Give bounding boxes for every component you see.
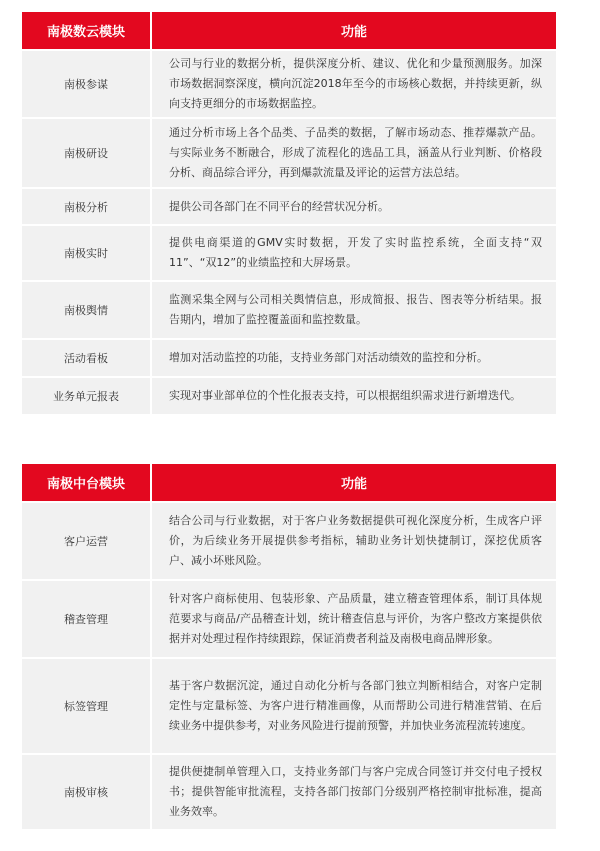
module-description: 基于客户数据沉淀，通过自动化分析与各部门独立判断相结合，对客户定制定性与定量标签、为客户进行精准画像，从而帮助公司进行精准营销、在后续业务中提供参考，对业务风险进行提前预警，并加快业务流程流转速度。: [152, 657, 556, 753]
table-row: [22, 579, 556, 657]
table-header-row: [22, 12, 556, 49]
module-description: 实现对事业部单位的个性化报表支持，可以根据组织需求进行新增迭代。: [152, 376, 556, 414]
cloud-module-table: [22, 12, 556, 414]
table-row: [22, 338, 556, 376]
module-description: 提供公司各部门在不同平台的经营状况分析。: [152, 187, 556, 224]
column-header-function: 功能: [152, 464, 556, 501]
module-name: 南极舆情: [22, 280, 152, 338]
module-description: 公司与行业的数据分析，提供深度分析、建议、优化和少量预测服务。加深市场数据洞察深度，横向沉淀2018年至今的市场核心数据，并持续更新，纵向支持更细分的市场数据监控。: [152, 49, 556, 117]
module-description: 通过分析市场上各个品类、子品类的数据，了解市场动态、推荐爆款产品。与实际业务不断融合，形成了流程化的选品工具，涵盖从行业判断、价格段分析、商品综合评分，再到爆款流量及评论的运营方法总结。: [152, 117, 556, 187]
module-name: 南极审核: [22, 753, 152, 829]
table-row: [22, 376, 556, 414]
column-header-module: 南极数云模块: [22, 12, 152, 49]
module-description: 增加对活动监控的功能，支持业务部门对活动绩效的监控和分析。: [152, 338, 556, 376]
module-description: 监测采集全网与公司相关舆情信息，形成简报、报告、图表等分析结果。报告期内，增加了监控覆盖面和监控数量。: [152, 280, 556, 338]
module-description: 提供便捷制单管理入口，支持业务部门与客户完成合同签订并交付电子授权书；提供智能审批流程，支持各部门按部门分级别严格控制审批标准，提高业务效率。: [152, 753, 556, 829]
module-name: 客户运营: [22, 501, 152, 579]
middle-platform-module-table: [22, 464, 556, 829]
module-description: 提供电商渠道的GMV实时数据，开发了实时监控系统，全面支持“双11”、“双12”的业绩监控和大屏场景。: [152, 224, 556, 280]
table-row: [22, 501, 556, 579]
table-row: [22, 224, 556, 280]
module-name: 南极分析: [22, 187, 152, 224]
table-row: [22, 49, 556, 117]
module-description: 针对客户商标使用、包装形象、产品质量，建立稽查管理体系，制订具体规范要求与商品/产品稽查计划，统计稽查信息与评价，为客户整改方案提供依据并对处理过程作持续跟踪，保证消费者利益及南极电商品牌形象。: [152, 579, 556, 657]
module-name: 南极参谋: [22, 49, 152, 117]
module-name: 南极实时: [22, 224, 152, 280]
module-name: 业务单元报表: [22, 376, 152, 414]
column-header-module: 南极中台模块: [22, 464, 152, 501]
table-row: [22, 657, 556, 753]
module-name: 活动看板: [22, 338, 152, 376]
table-row: [22, 187, 556, 224]
table-row: [22, 280, 556, 338]
column-header-function: 功能: [152, 12, 556, 49]
table-row: [22, 117, 556, 187]
module-name: 稽查管理: [22, 579, 152, 657]
module-description: 结合公司与行业数据，对于客户业务数据提供可视化深度分析，生成客户评价，为后续业务开展提供参考指标，辅助业务计划快捷制订，深挖优质客户、减小坏账风险。: [152, 501, 556, 579]
table-row: [22, 753, 556, 829]
module-name: 标签管理: [22, 657, 152, 753]
module-name: 南极研设: [22, 117, 152, 187]
table-header-row: [22, 464, 556, 501]
